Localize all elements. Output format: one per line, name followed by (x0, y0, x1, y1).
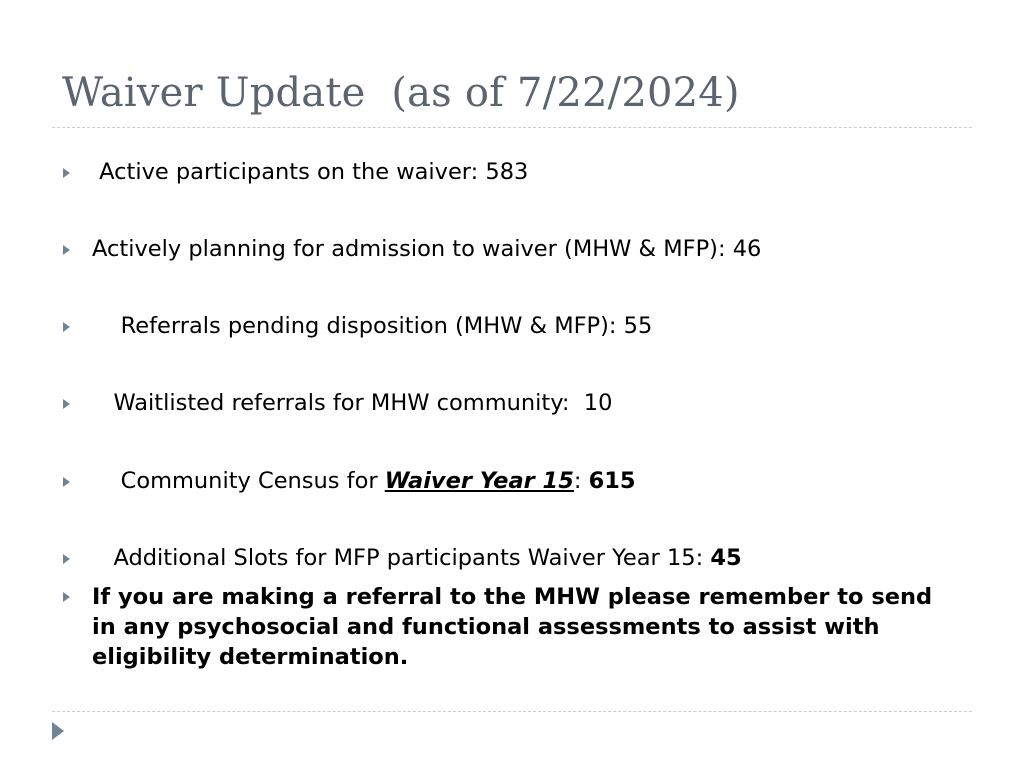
item-referrals-pending (92, 313, 652, 339)
footer-divider (52, 711, 972, 712)
item-value: 583 (485, 159, 529, 185)
bullet-triangle-icon (63, 322, 70, 332)
bullet-triangle-icon (63, 592, 70, 602)
item-label: Referrals pending disposition (MHW & MFP): (92, 313, 624, 339)
item-actively-planning (92, 236, 761, 262)
bullet-triangle-icon (63, 168, 70, 178)
title-divider (52, 127, 972, 128)
item-label: Actively planning for admission to waiver (MHW & MFP): (92, 236, 733, 262)
item-value: 10 (583, 390, 613, 416)
slide-title: Waiver Update (as of 7/22/2024) (62, 70, 740, 116)
item-label: Community Census for (92, 468, 385, 494)
item-value: 615 (588, 468, 636, 494)
slide-corner-triangle-icon (52, 722, 64, 740)
referral-note: If you are making a referral to the MHW please remember to send in any psychosocial and functional assessments to assist with eligibility determination. (92, 584, 933, 670)
item-active-participants (92, 159, 528, 185)
item-value: 46 (732, 236, 762, 262)
bullet-triangle-icon (63, 399, 70, 409)
item-value: 55 (623, 313, 653, 339)
item-label: Waitlisted referrals for MHW community: (92, 390, 584, 416)
item-emphasis: Waiver Year 15 (384, 468, 574, 494)
item-value: 45 (710, 545, 742, 571)
bullet-triangle-icon (63, 554, 70, 564)
item-waitlisted-referrals (92, 390, 612, 416)
item-label: Active participants on the waiver: (92, 159, 486, 185)
item-additional-slots (92, 545, 742, 571)
bullet-triangle-icon (63, 477, 70, 487)
item-label: Additional Slots for MFP participants Waiver Year 15: (92, 545, 711, 571)
bullet-triangle-icon (63, 245, 70, 255)
item-community-census (92, 468, 636, 494)
item-separator: : (573, 468, 589, 494)
